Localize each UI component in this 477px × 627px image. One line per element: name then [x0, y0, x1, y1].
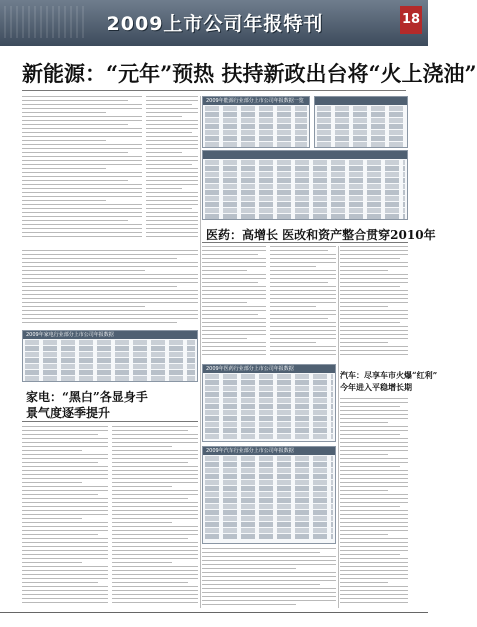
- banner-pattern: [4, 6, 84, 38]
- data-table-auto: [202, 446, 336, 544]
- page-number: 18: [400, 6, 422, 34]
- article-column-3: [22, 250, 198, 328]
- data-table-energy-c: [202, 150, 408, 220]
- appliance-column-1: [22, 426, 108, 608]
- page-banner: [0, 0, 428, 46]
- article-column-2: [146, 96, 198, 248]
- appliance-rule: [22, 421, 198, 422]
- section-title-appliance-2: 景气度逐季提升: [26, 406, 111, 420]
- table-title: 2009年家电行业部分上市公司年报数据: [23, 331, 197, 339]
- section-title-auto-1: 汽车：尽享车市火爆“红利”: [340, 370, 438, 380]
- medicine-column-3: [340, 246, 408, 362]
- headline-rule: [22, 90, 406, 91]
- table-title: 2009年汽车行业部分上市公司年报数据: [203, 447, 335, 455]
- data-table-energy-b: [314, 96, 408, 148]
- medicine-rule: [202, 242, 408, 243]
- section-title-appliance-1: 家电：“黑白”各显身手: [26, 390, 148, 404]
- appliance-column-2: [112, 426, 198, 608]
- data-table-energy-a: [202, 96, 310, 148]
- page-footer: [0, 612, 428, 627]
- article-column-1: [22, 96, 142, 246]
- medicine-column-1: [202, 246, 266, 362]
- auto-column-1: [340, 398, 408, 608]
- column-divider: [200, 96, 201, 608]
- medicine-column-2: [270, 246, 336, 362]
- section-title-auto-2: 今年进入平稳增长期: [340, 382, 412, 392]
- table-title: 2009年医药行业部分上市公司年报数据: [203, 365, 335, 373]
- auto-column-2: [202, 548, 336, 608]
- section-title-medicine: 医药：高增长 医改和资产整合贯穿2010年: [206, 228, 436, 242]
- data-table-appliance: [22, 330, 198, 382]
- column-divider: [338, 246, 339, 608]
- table-title: 2009年能源行业部分上市公司年报数据一览: [203, 97, 309, 105]
- data-table-medicine: [202, 364, 336, 442]
- banner-title: 2009上市公司年报特刊: [106, 13, 324, 35]
- main-headline: 新能源：“元年”预热 扶持新政出台将“火上浇油”: [22, 61, 477, 86]
